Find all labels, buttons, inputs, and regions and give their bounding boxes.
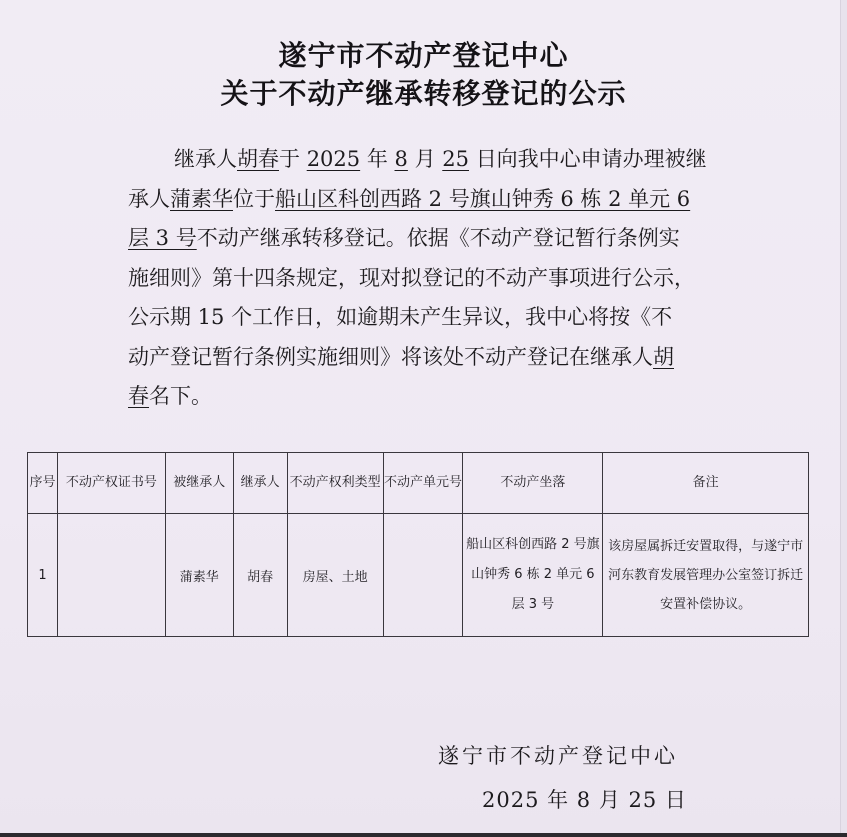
heir-name-part1: 胡 — [653, 344, 674, 369]
col-header-unit-no: 不动产单元号 — [383, 453, 463, 514]
col-header-cert: 不动产权证书号 — [57, 453, 165, 514]
cell-no: 1 — [28, 514, 58, 637]
scan-border — [0, 833, 847, 837]
notice-line: 施细则》第十四条规定，现对拟登记的不动产事项进行公示， — [128, 265, 695, 290]
apply-day: 25 — [442, 147, 469, 171]
property-address-cont: 层 3 号 — [128, 226, 197, 250]
signature-date: 2025 年 8 月 25 日 — [482, 788, 687, 812]
col-header-no: 序号 — [28, 453, 58, 514]
notice-line: 继承人胡春于 2025 年 8 月 25 日向我中心申请办理被继 — [174, 147, 707, 171]
col-header-decedent: 被继承人 — [165, 453, 233, 514]
heir-name: 胡春 — [237, 147, 279, 171]
col-header-heir: 继承人 — [233, 453, 287, 514]
notice-paragraph — [128, 140, 728, 417]
table-row — [28, 514, 809, 637]
notice-line: 层 3 号不动产继承转移登记。依据《不动产登记暂行条例实 — [128, 226, 680, 250]
registration-table — [27, 452, 809, 637]
property-address: 船山区科创西路 2 号旗山钟秀 6 栋 2 单元 6 — [275, 186, 691, 211]
notice-line: 动产登记暂行条例实施细则》将该处不动产登记在继承人胡 — [128, 344, 674, 369]
apply-month: 8 — [394, 147, 408, 171]
page-edge — [840, 0, 847, 837]
notice-line: 公示期 15 个工作日，如逾期未产生异议，我中心将按《不 — [128, 305, 673, 329]
table-header-row — [28, 453, 809, 514]
cell-cert — [57, 514, 165, 637]
document-title-line1: 遂宁市不动产登记中心 — [278, 39, 569, 72]
cell-heir: 胡春 — [233, 514, 287, 637]
cell-unit-no — [383, 514, 463, 637]
cell-remark: 该房屋属拆迁安置取得，与遂宁市河东教育发展管理办公室签订拆迁安置补偿协议。 — [603, 514, 809, 637]
col-header-remark: 备注 — [603, 453, 809, 514]
apply-year: 2025 — [306, 147, 361, 171]
col-header-location: 不动产坐落 — [463, 453, 603, 514]
cell-decedent: 蒲素华 — [165, 514, 233, 637]
heir-name-part2: 春 — [128, 384, 149, 408]
signature-org: 遂宁市不动产登记中心 — [438, 744, 678, 768]
col-header-right-type: 不动产权利类型 — [287, 453, 383, 514]
notice-line: 春名下。 — [128, 384, 212, 408]
cell-location: 船山区科创西路 2 号旗山钟秀 6 栋 2 单元 6 层 3 号 — [463, 514, 603, 637]
cell-right-type: 房屋、土地 — [287, 514, 383, 637]
notice-line: 承人蒲素华位于船山区科创西路 2 号旗山钟秀 6 栋 2 单元 6 — [128, 186, 691, 211]
document-title-line2: 关于不动产继承转移登记的公示 — [220, 77, 627, 110]
decedent-name: 蒲素华 — [170, 186, 233, 211]
